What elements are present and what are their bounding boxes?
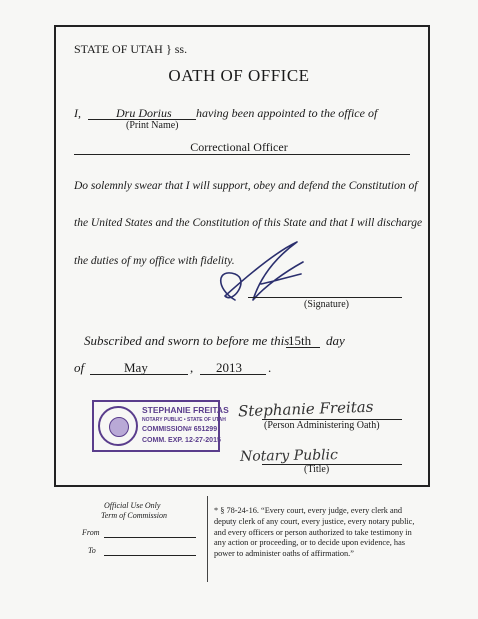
notary-signature-caption: (Person Administering Oath) <box>264 420 380 431</box>
sworn-day-word: day <box>326 333 345 348</box>
term-heading: Term of Commission <box>101 511 167 520</box>
pronoun: I, <box>74 106 81 120</box>
printed-name: Dru Dorius <box>116 106 172 120</box>
page-title: OATH OF OFFICE <box>168 66 310 85</box>
notary-signature: Stephanie Freitas <box>237 397 374 421</box>
footnote <box>214 506 414 560</box>
seal-emblem-icon <box>98 406 138 446</box>
name-caption: (Print Name) <box>126 120 179 131</box>
notary-title-handwritten: Notary Public <box>239 447 339 465</box>
sworn-text: Subscribed and sworn to before me this <box>84 333 290 348</box>
notary-seal <box>92 400 229 452</box>
notary-title-caption: (Title) <box>304 464 330 475</box>
appointment-text: having been appointed to the office of <box>196 106 378 120</box>
oath-signature <box>205 238 315 310</box>
oath-line-2: the United States and the Constitution of this State and that I will discharge <box>74 217 423 229</box>
signature-line <box>248 297 402 298</box>
footnote-line-4: any action or proceeding, or to decide upon evidence, has <box>214 538 405 548</box>
footnote-line-1: * § 78-24-16. “Every court, every judge, every clerk and <box>214 506 402 515</box>
sworn-year: 2013 <box>216 360 242 375</box>
seal-expiry: COMM. EXP. 12-27-2015 <box>142 437 221 444</box>
oath-line-1: Do solemnly swear that I will support, obey and defend the Constitution of <box>74 180 418 192</box>
from-line <box>104 537 196 538</box>
footnote-line-3: and every officers or person authorized to take testimony in <box>214 527 412 537</box>
notary-title-line <box>262 464 402 465</box>
venue-state: STATE OF UTAH <box>74 42 163 56</box>
sworn-of: of <box>74 360 85 375</box>
official-use-heading: Official Use Only <box>104 501 161 510</box>
sworn-period: . <box>268 360 272 375</box>
to-line <box>104 555 196 556</box>
sworn-comma: , <box>190 360 194 375</box>
sworn-day: 15th <box>288 333 312 348</box>
oath-line-3: the duties of my office with fidelity. <box>74 255 235 267</box>
seal-commission: COMMISSION# 651299 <box>142 426 218 433</box>
footnote-line-5: power to administer oaths of affirmation.” <box>214 549 354 559</box>
sworn-month: May <box>124 360 148 375</box>
footnote-line-2: deputy clerk of any court, every justice, every notary public, <box>214 516 415 526</box>
venue-ss: } ss. <box>166 42 188 56</box>
signature-caption: (Signature) <box>304 299 349 310</box>
office-name: Correctional Officer <box>190 140 288 154</box>
from-label: From <box>82 528 100 537</box>
seal-name: STEPHANIE FREITAS <box>142 405 229 415</box>
office-line <box>74 154 410 155</box>
to-label: To <box>88 546 96 555</box>
bottom-divider <box>207 496 208 582</box>
seal-line2: NOTARY PUBLIC • STATE OF UTAH <box>142 417 226 423</box>
